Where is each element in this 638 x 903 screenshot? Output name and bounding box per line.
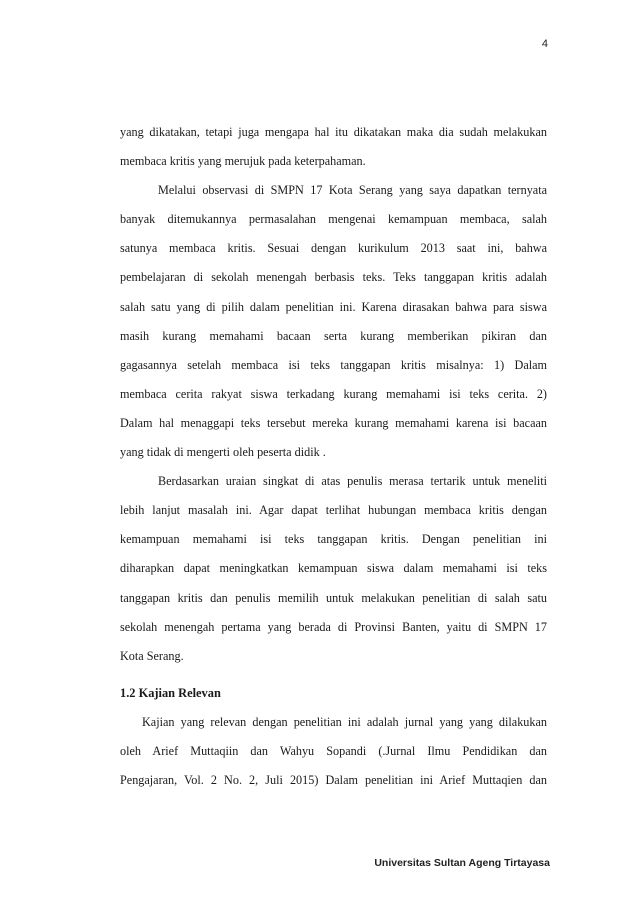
text-line: Pengajaran, Vol. 2 No. 2, Juli 2015) Dalam penelitian ini Arief Muttaqien dan (120, 773, 547, 788)
text-line: yang dikatakan, tetapi juga mengapa hal itu dikatakan maka dia sudah melakukan (120, 125, 547, 139)
text-line: tanggapan kritis dan penulis memilih untuk melakukan penelitian di salah satu (120, 590, 547, 605)
footer-university: Universitas Sultan Ageng Tirtayasa (374, 857, 550, 869)
text-line: Melalui observasi di SMPN 17 Kota Serang yang saya dapatkan ternyata (158, 183, 547, 198)
text-line: satunya membaca kritis. Sesuai dengan kurikulum 2013 saat ini, bahwa (120, 241, 547, 256)
text-line: membaca cerita rakyat siswa terkadang kurang memahami isi teks cerita. 2) (120, 386, 547, 401)
text-line: salah satu yang di pilih dalam penelitian ini. Karena dirasakan bahwa para siswa (120, 299, 547, 314)
section-paragraph (120, 708, 547, 795)
text-line: kemampuan memahami isi teks tanggapan kritis. Dengan penelitian ini (120, 532, 547, 547)
text-line: pembelajaran di sekolah menengah berbasis teks. Teks tanggapan kritis adalah (120, 270, 547, 285)
page-number: 4 (541, 38, 548, 50)
paragraph-3 (120, 467, 547, 671)
text-line: yang tidak di mengerti oleh peserta didik . (120, 445, 326, 460)
text-line: diharapkan dapat meningkatkan kemampuan siswa dalam memahami isi teks (120, 561, 547, 576)
text-line: masih kurang memahami bacaan serta kurang memberikan pikiran dan (120, 328, 547, 343)
paragraph-1 (120, 118, 547, 176)
section-heading: 1.2 Kajian Relevan (120, 685, 221, 700)
text-line: sekolah menengah pertama yang berada di Provinsi Banten, yaitu di SMPN 17 (120, 619, 547, 634)
text-line: Dalam hal menaggapi teks tersebut mereka kurang memahami karena isi bacaan (120, 415, 547, 430)
text-line: Kota Serang. (120, 648, 184, 663)
text-line: membaca kritis yang merujuk pada keterpahaman. (120, 154, 366, 169)
text-line: oleh Arief Muttaqiin dan Wahyu Sopandi (.Jurnal Ilmu Pendidikan dan (120, 743, 547, 758)
text-line: banyak ditemukannya permasalahan mengenai kemampuan membaca, salah (120, 212, 547, 227)
text-line: Kajian yang relevan dengan penelitian ini adalah jurnal yang yang dilakukan (142, 714, 547, 729)
text-line: gagasannya setelah membaca isi teks tanggapan kritis misalnya: 1) Dalam (120, 357, 547, 372)
body-text (120, 118, 547, 795)
text-line: Berdasarkan uraian singkat di atas penulis merasa tertarik untuk meneliti (158, 474, 547, 489)
text-line: lebih lanjut masalah ini. Agar dapat terlihat hubungan membaca kritis dengan (120, 503, 547, 518)
paragraph-2 (120, 176, 547, 467)
